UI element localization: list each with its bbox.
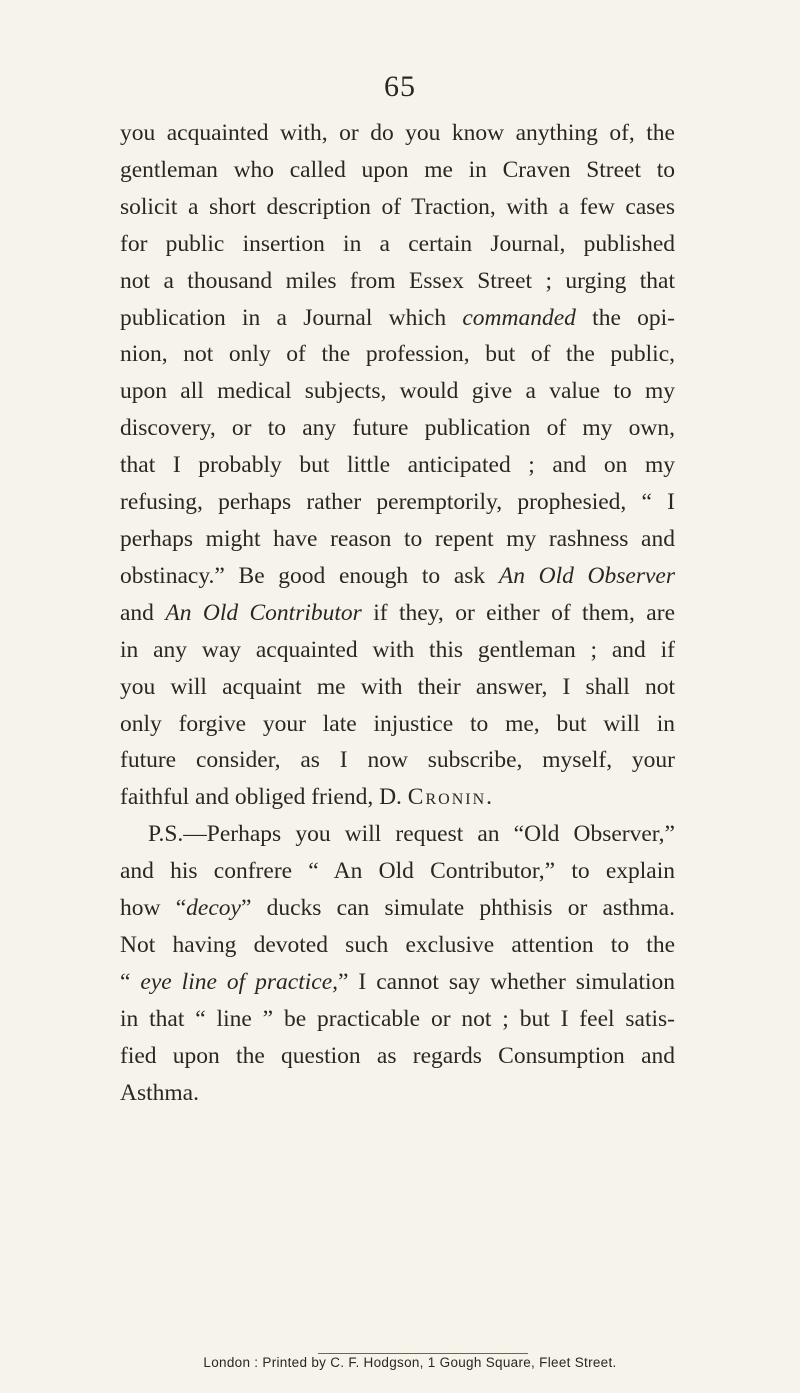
letter-line [120, 300, 675, 337]
postscript-line [120, 890, 675, 927]
letter-line: that I probably but little anticipated ; and on my [120, 452, 675, 479]
italic-title: An Old Observer [498, 562, 676, 589]
letter-line [120, 779, 675, 816]
letter-line [120, 595, 675, 632]
letter-body [120, 115, 675, 1111]
letter-line: refusing, perhaps rather peremptorily, prophesied, “ I [120, 489, 675, 516]
letter-line: perhaps might have reason to repent my rashness and [120, 525, 675, 552]
text-segment: how “ [120, 895, 187, 922]
letter-line: discovery, or to any future publication of my own, [120, 415, 675, 442]
text-segment: and [120, 599, 154, 626]
postscript-line: in that “ line ” be practicable or not ; but I feel satis- [120, 1005, 675, 1032]
postscript-line: Not having devoted such exclusive attention to the [120, 931, 675, 958]
text-segment: the opi- [592, 304, 675, 331]
signature-name: Cronin. [407, 784, 495, 811]
postscript-line: P.S.—Perhaps you will request an “Old Observer,” [148, 821, 675, 848]
postscript-line: fied upon the question as regards Consumption and [120, 1042, 675, 1069]
italic-emphasis: commanded [462, 304, 576, 331]
letter-line: future consider, as I now subscribe, myself, your [120, 747, 675, 774]
imprint-divider [318, 1353, 528, 1354]
letter-line: upon all medical subjects, would give a value to my [120, 378, 675, 405]
italic-emphasis: eye line of practice, [140, 968, 339, 995]
text-segment: if they, or either of them, are [373, 599, 675, 626]
text-segment: ” ducks can simulate phthisis or asthma. [240, 895, 675, 922]
letter-line: you acquainted with, or do you know anything of, the [120, 120, 675, 146]
text-segment: faithful and obliged friend, D. [120, 784, 402, 811]
text-segment: “ [120, 968, 131, 995]
page-number: 65 [384, 70, 416, 103]
letter-line: gentleman who called upon me in Craven Street to [120, 156, 675, 183]
italic-title: An Old Contributor [165, 599, 362, 626]
postscript-line: and his confrere “ An Old Contributor,” to explain [120, 858, 675, 885]
postscript-line [120, 964, 675, 1001]
italic-emphasis: decoy [186, 895, 241, 922]
letter-line: in any way acquainted with this gentleman ; and if [120, 636, 675, 663]
letter-line: you will acquaint me with their answer, I shall not [120, 673, 675, 700]
letter-line [120, 558, 675, 595]
postscript-line: Asthma. [120, 1079, 199, 1106]
letter-line: solicit a short description of Traction, with a few cases [120, 193, 675, 220]
letter-line: not a thousand miles from Essex Street ; urging that [120, 267, 675, 294]
text-segment: publication in a Journal which [120, 304, 447, 331]
letter-line: nion, not only of the profession, but of the public, [120, 341, 675, 368]
printer-imprint: London : Printed by C. F. Hodgson, 1 Gough Square, Fleet Street. [203, 1355, 617, 1370]
letter-line: for public insertion in a certain Journal, published [120, 230, 675, 257]
text-segment: ” I cannot say whether simulation [338, 968, 675, 995]
letter-line: only forgive your late injustice to me, but will in [120, 710, 675, 737]
text-segment: obstinacy.” Be good enough to ask [120, 562, 486, 589]
